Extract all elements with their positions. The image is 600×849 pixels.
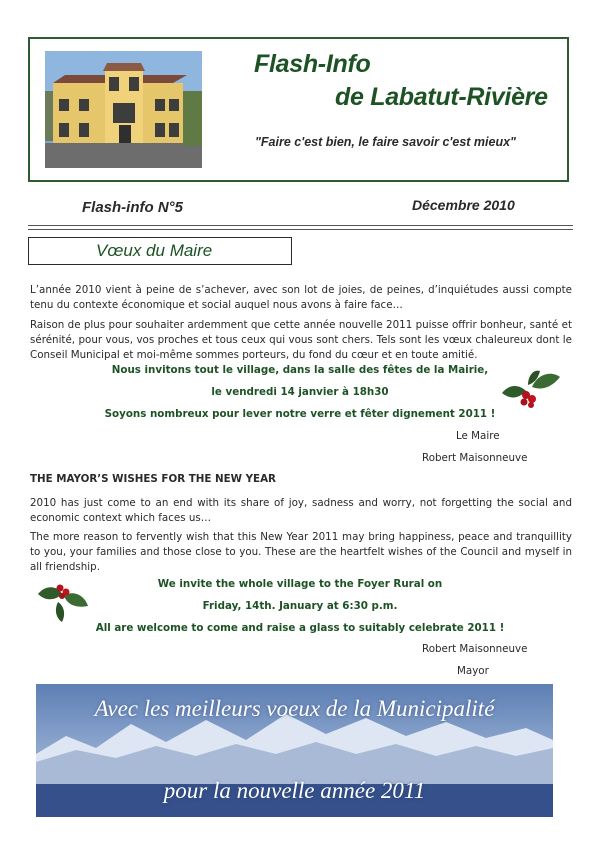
french-paragraph-1: L’année 2010 vient à peine de s’achever, avec son lot de joies, de peines, d’inquiétudes aussi compte tenu du contexte économique et social auquel nous avons à faire face…: [30, 284, 572, 311]
issue-number: Flash-info N°5: [82, 199, 184, 216]
french-invite-line-1: Nous invitons tout le village, dans la salle des fêtes de la Mairie,: [111, 364, 489, 376]
banner-greeting: Avec les meilleurs voeux de la Municipalité: [94, 696, 495, 721]
french-signature-name: Robert Maisonneuve: [422, 452, 528, 464]
english-heading: THE MAYOR’S WISHES FOR THE NEW YEAR: [30, 473, 276, 485]
holly-icon: [498, 367, 562, 411]
holly-icon: [36, 576, 90, 622]
newsletter-title: Flash-Info: [254, 50, 371, 78]
issue-date: Décembre 2010: [412, 197, 515, 213]
english-invite-line-1: We invite the whole village to the Foyer Rural on: [157, 578, 443, 590]
french-signature-role: Le Maire: [456, 430, 500, 442]
english-paragraph-1: 2010 has just come to an end with its share of joy, sadness and worry, not forgetting the social and economic context which faces us…: [30, 497, 572, 524]
divider: [28, 225, 573, 226]
english-invite-line-3: All are welcome to come and raise a glass to suitably celebrate 2011 !: [95, 622, 505, 634]
french-invite-line-3: Soyons nombreux pour lever notre verre et fêter dignement 2011 !: [104, 408, 496, 420]
newsletter-subtitle: de Labatut-Rivière: [335, 83, 548, 111]
section-title: Vœux du Maire: [96, 241, 213, 260]
french-paragraph-2: Raison de plus pour souhaiter ardemment que cette année nouvelle 2011 puisse offrir bonheur, santé et sérénité, pour vous, vos proches et tous ceux qui vous sont chers. Tels sont les vœux chaleureux dont le Conseil Municipal et moi-même sommes porteurs, du fond du cœur et en toute amitié.: [30, 319, 572, 361]
english-invite-line-2: Friday, 14th. January at 6:30 p.m.: [202, 600, 398, 612]
french-invite-line-2: le vendredi 14 janvier à 18h30: [211, 386, 389, 398]
english-signature-name: Robert Maisonneuve: [422, 643, 528, 655]
english-paragraph-2: The more reason to fervently wish that this New Year 2011 may bring happiness, peace and tranquillity to you, your families and those close to you. These are the heartfelt wishes of the Council and myself in all friendship.: [30, 531, 572, 573]
motto: "Faire c'est bien, le faire savoir c'est mieux": [255, 135, 516, 149]
town-hall-photo: [45, 51, 202, 168]
banner-new-year: pour la nouvelle année 2011: [163, 778, 426, 803]
english-signature-role: Mayor: [457, 665, 489, 677]
divider: [28, 229, 573, 230]
